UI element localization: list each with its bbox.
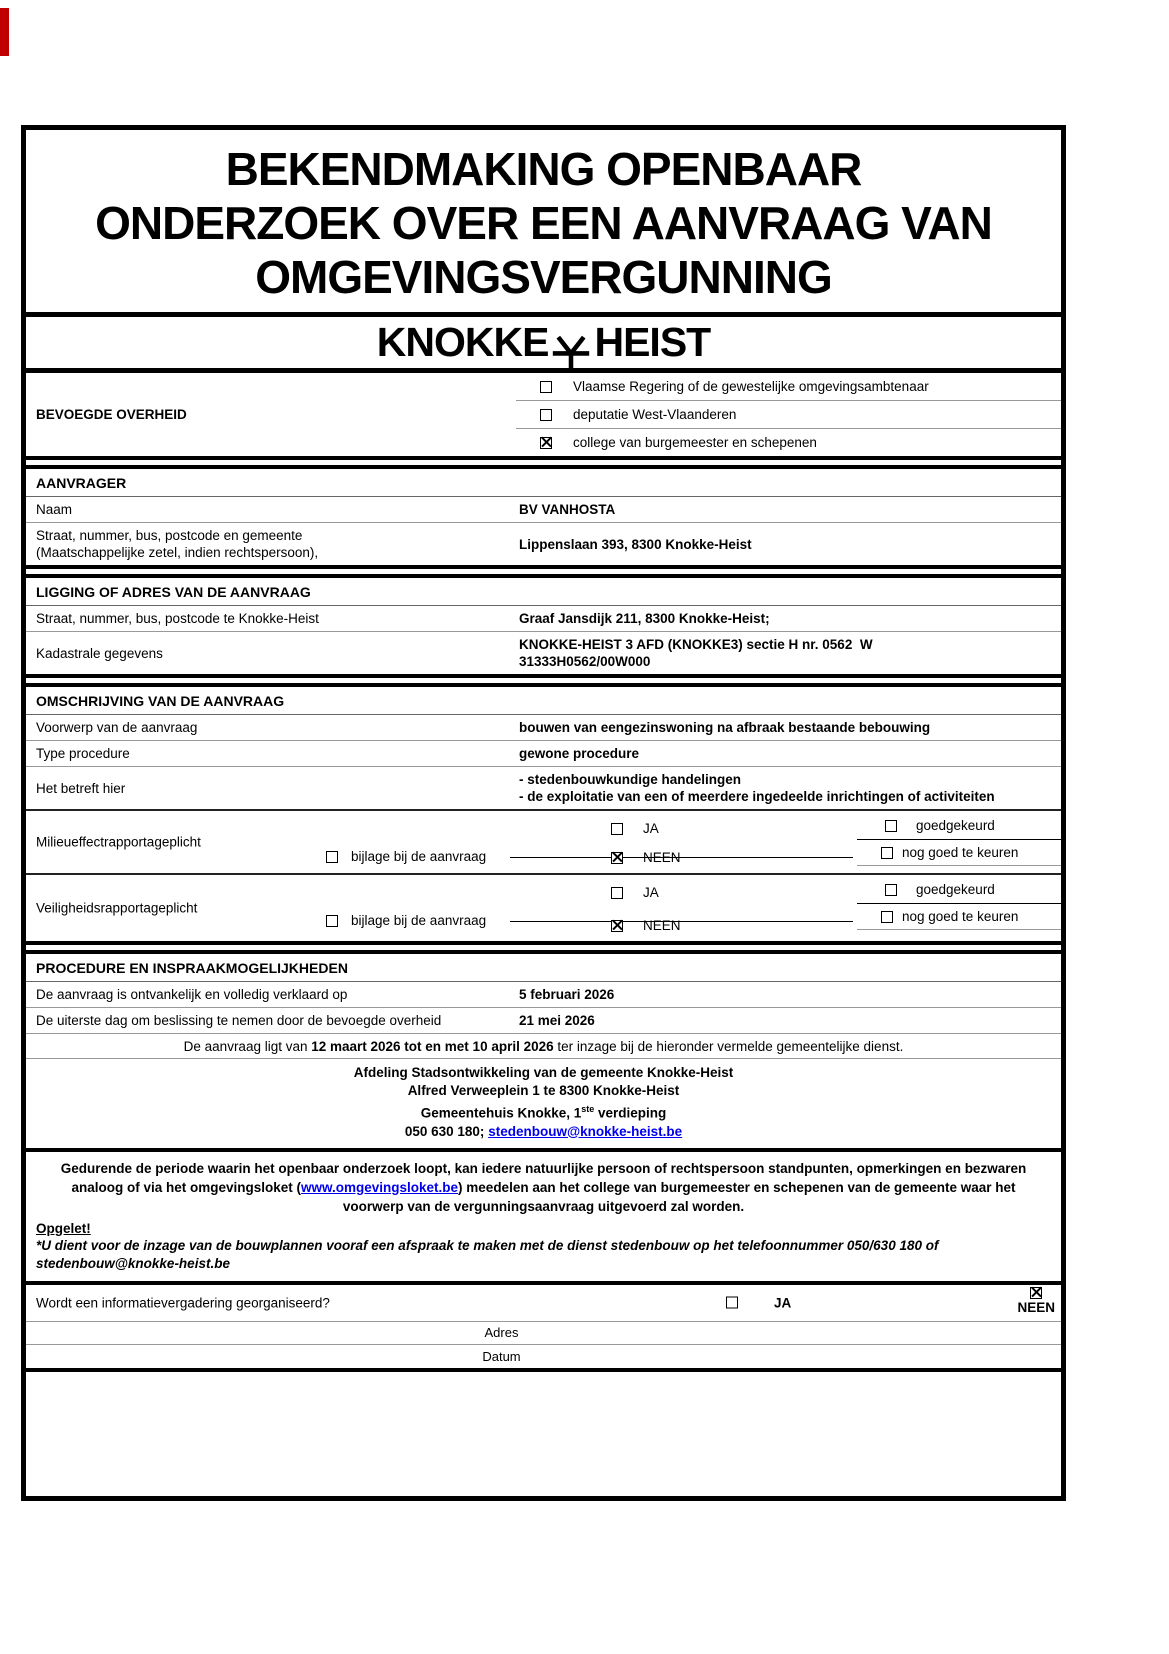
veiligheid-bijlage [326, 913, 486, 928]
college-checkbox[interactable] [540, 437, 552, 449]
document-frame [21, 125, 1066, 1501]
gemeentelijke-dienst-block [26, 1059, 1061, 1148]
dienst-verdieping-suffix: verdieping [594, 1105, 667, 1121]
ontvankelijk-value: 5 februari 2026 [519, 987, 615, 1002]
afspraak-note: *U dient voor de inzage van de bouwplannen vooraf een afspraak te maken met de dienst stedenbouw op het telefoonnummer 050/630 180 of stedenbouw@knokke-heist.be [36, 1237, 939, 1271]
inzage-periode-line [26, 1034, 1061, 1059]
betreft-value-line2: - de exploitatie van een of meerdere ingedeelde inrichtingen of activiteiten [519, 789, 995, 804]
milieu-neen-checkbox[interactable] [611, 852, 623, 864]
veiligheid-ja-label: JA [643, 885, 659, 900]
kadaster-label: Kadastrale gegevens [36, 645, 163, 661]
milieu-neen-label: NEEN [643, 850, 681, 865]
empty-notes-area [26, 1368, 1061, 1497]
section-divider [26, 456, 1061, 469]
college-label: college van burgemeester en schepenen [573, 435, 817, 450]
section-ligging [26, 578, 1061, 674]
milieu-label: Milieueffectrapportageplicht [36, 834, 201, 850]
bezwaar-paragraaf [26, 1152, 1061, 1218]
section-omschrijving [26, 687, 1061, 941]
informatievergadering-ja [726, 1295, 791, 1310]
veiligheid-goedgekeurd-checkbox[interactable] [885, 884, 897, 896]
type-procedure-label: Type procedure [36, 746, 130, 761]
option-deputatie [516, 401, 1061, 429]
milieu-ja-checkbox[interactable] [611, 823, 623, 835]
informatievergadering-neen [1017, 1287, 1055, 1315]
milieu-neen [611, 850, 681, 865]
milieu-nog-label: nog goed te keuren [902, 845, 1019, 860]
logo-text-left: KNOKKE [376, 319, 549, 365]
dienst-verdieping-sup: ste [581, 1104, 595, 1114]
veiligheid-bijlage-checkbox[interactable] [326, 915, 338, 927]
adres-label-line2: (Maatschappelijke zetel, indien rechtspersoon), [36, 545, 319, 560]
veiligheid-nog-label: nog goed te keuren [902, 909, 1019, 924]
adres-label-line1: Straat, nummer, bus, postcode en gemeente [36, 528, 303, 543]
milieu-bijlage-checkbox[interactable] [326, 851, 338, 863]
kadaster-value-line1: KNOKKE-HEIST 3 AFD (KNOKKE3) sectie H nr. 0562 W [519, 637, 873, 652]
veiligheidsrapportage-row [26, 875, 1061, 941]
veiligheid-neen-label: NEEN [643, 918, 681, 933]
document-title [26, 130, 1061, 317]
dienst-afdeling: Afdeling Stadsontwikkeling van de gemeente Knokke-Heist [353, 1065, 734, 1080]
inzage-prefix: De aanvraag ligt van [183, 1039, 312, 1054]
betreft-value-line1: - stedenbouwkundige handelingen [519, 772, 742, 787]
veiligheid-nog-goed-te-keuren [857, 904, 1061, 930]
informatievergadering-label: Wordt een informatievergadering georganiseerd? [36, 1295, 330, 1310]
uiterste-dag-value: 21 mei 2026 [519, 1013, 595, 1028]
voorwerp-label: Voorwerp van de aanvraag [36, 720, 198, 735]
type-procedure-value: gewone procedure [519, 746, 640, 761]
naam-row [26, 497, 1061, 523]
bezwaar-prefix: Gedurende de periode waarin het openbaar onderzoek loopt, kan iedere natuurlijke persoon of rechtspersoon standpunten, opmerkingen en bezwaren analoog of via het omgevingsloket ( [60, 1160, 1027, 1195]
milieu-goedgekeurd-label: goedgekeurd [916, 818, 995, 833]
milieu-ja [611, 821, 659, 836]
veiligheid-goedgekeurd-label: goedgekeurd [916, 882, 995, 897]
ontvankelijk-label: De aanvraag is ontvankelijk en volledig verklaard op [36, 987, 348, 1002]
veiligheid-bijlage-label: bijlage bij de aanvraag [351, 913, 487, 928]
vergadering-ja-label: JA [774, 1295, 792, 1310]
informatievergadering-row [26, 1285, 1061, 1322]
veiligheid-nog-checkbox[interactable] [881, 911, 893, 923]
milieu-nog-goed-te-keuren [857, 840, 1061, 866]
betreft-row [26, 767, 1061, 810]
veiligheid-ja-checkbox[interactable] [611, 887, 623, 899]
betreft-label: Het betreft hier [36, 780, 126, 796]
vlaamse-regering-checkbox[interactable] [540, 381, 552, 393]
dienst-contact [26, 1123, 1061, 1141]
veiligheid-label: Veiligheidsrapportageplicht [36, 900, 198, 916]
veiligheid-goedkeuring [857, 875, 1061, 941]
title-line-1: BEKENDMAKING OPENBAAR [225, 143, 862, 195]
red-bookmark-mark [0, 8, 9, 56]
ligging-header: LIGGING OF ADRES VAN DE AANVRAAG [26, 578, 1061, 606]
ligging-straat-label: Straat, nummer, bus, postcode te Knokke-Heist [36, 611, 319, 626]
stedenbouw-email-link[interactable]: stedenbouw@knokke-heist.be [488, 1123, 683, 1139]
vergadering-ja-checkbox[interactable] [726, 1297, 738, 1309]
bevoegde-overheid-label: BEVOEGDE OVERHEID [36, 407, 187, 422]
dienst-adres: Alfred Verweeplein 1 te 8300 Knokke-Heist [407, 1083, 680, 1098]
veiligheid-neen [611, 918, 681, 933]
vergadering-neen-label: NEEN [1017, 1299, 1055, 1315]
vergadering-neen-checkbox[interactable] [1030, 1287, 1042, 1299]
datum-label: Datum [482, 1348, 521, 1364]
uiterste-dag-label: De uiterste dag om beslissing te nemen door de bevoegde overheid [36, 1013, 442, 1028]
milieu-nog-checkbox[interactable] [881, 847, 893, 859]
kadaster-value-line2: 31333H0562/00W000 [519, 654, 651, 669]
bevoegde-overheid-options [516, 373, 1061, 456]
milieu-goedgekeurd [857, 811, 1061, 840]
divider-line [510, 921, 853, 922]
omschrijving-header: OMSCHRIJVING VAN DE AANVRAAG [26, 687, 1061, 715]
adres-row [26, 1322, 1061, 1345]
inzage-periode: 12 maart 2026 tot en met 10 april 2026 [311, 1039, 554, 1054]
section-divider [26, 674, 1061, 687]
logo-text-right: HEIST [594, 319, 711, 365]
voorwerp-row [26, 715, 1061, 741]
aanvrager-adres-value: Lippenslaan 393, 8300 Knokke-Heist [519, 536, 752, 552]
deputatie-label: deputatie West-Vlaanderen [573, 407, 737, 422]
omgevingsloket-link[interactable]: www.omgevingsloket.be [301, 1179, 459, 1195]
milieu-goedgekeurd-checkbox[interactable] [885, 820, 897, 832]
divider-line [510, 857, 853, 858]
milieu-bijlage-label: bijlage bij de aanvraag [351, 849, 487, 864]
naam-value: BV VANHOSTA [519, 502, 616, 517]
bezwaar-suffix: ) meedelen aan het college van burgemeester en schepenen van de gemeente waar het voorwerp van de vergunningsaanvraag uitgevoerd zal worden. [342, 1179, 1016, 1214]
sunburst-icon [551, 326, 591, 370]
option-vlaamse-regering [516, 373, 1061, 401]
adres-label: Adres [484, 1325, 519, 1340]
section-bevoegde-overheid [26, 373, 1061, 456]
option-college [516, 429, 1061, 456]
uiterste-dag-row [26, 1008, 1061, 1034]
datum-row [26, 1345, 1061, 1368]
opgelet-label: Opgelet! [36, 1220, 91, 1236]
section-divider [26, 565, 1061, 578]
section-divider [26, 941, 1061, 954]
milieu-goedkeuring [857, 811, 1061, 873]
ontvankelijk-row [26, 982, 1061, 1008]
veiligheid-goedgekeurd [857, 875, 1061, 904]
milieu-ja-label: JA [643, 821, 659, 836]
aanvrager-adres-label [26, 523, 517, 565]
aanvrager-header: AANVRAGER [26, 469, 1061, 497]
betreft-value [517, 767, 1061, 809]
voorwerp-value: bouwen van eengezinswoning na afbraak bestaande bebouwing [519, 720, 931, 735]
kadaster-value [517, 632, 1061, 674]
veiligheid-neen-checkbox[interactable] [611, 920, 623, 932]
vlaamse-regering-label: Vlaamse Regering of de gewestelijke omgevingsambtenaar [573, 379, 929, 394]
dienst-telefoon: 050 630 180; [404, 1123, 489, 1139]
deputatie-checkbox[interactable] [540, 409, 552, 421]
section-aanvrager [26, 469, 1061, 565]
dienst-verdieping-prefix: Gemeentehuis Knokke, 1 [420, 1105, 582, 1121]
naam-label: Naam [36, 502, 73, 517]
inzage-suffix: ter inzage bij de hieronder vermelde gemeentelijke dienst. [553, 1039, 904, 1054]
milieu-bijlage [326, 849, 486, 864]
section-procedure [26, 954, 1061, 1368]
ligging-straat-value: Graaf Jansdijk 211, 8300 Knokke-Heist; [519, 611, 770, 626]
ligging-straat-row [26, 606, 1061, 632]
veiligheid-ja [611, 885, 659, 900]
aanvrager-adres-row [26, 523, 1061, 565]
title-line-2: ONDERZOEK OVER EEN AANVRAAG VAN [95, 197, 992, 249]
procedure-header: PROCEDURE EN INSPRAAKMOGELIJKHEDEN [26, 954, 1061, 982]
dienst-verdieping [26, 1100, 1061, 1123]
knokke-heist-logo [26, 317, 1061, 373]
milieueffectrapportage-row [26, 809, 1061, 875]
type-procedure-row [26, 741, 1061, 767]
kadaster-row [26, 632, 1061, 674]
title-line-3: OMGEVINGSVERGUNNING [255, 251, 832, 303]
